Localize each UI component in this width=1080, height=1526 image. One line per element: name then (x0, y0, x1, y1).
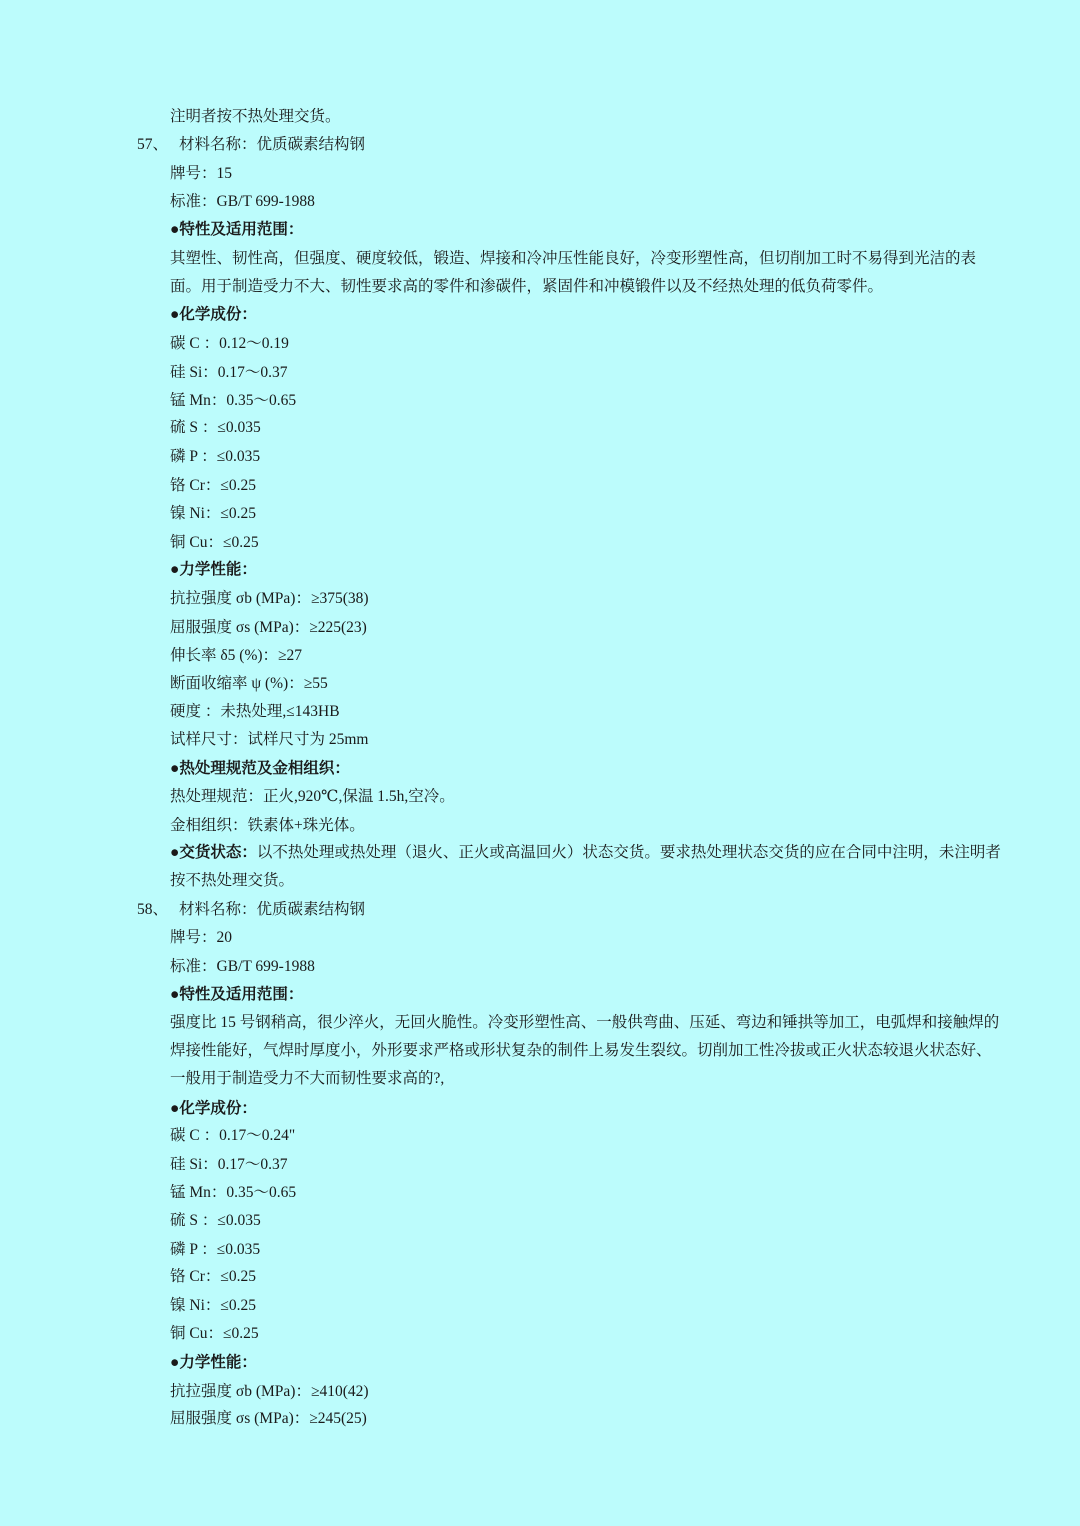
composition-line: 磷 P ：≤0.035 (170, 1241, 261, 1258)
section-title: 交货状态： (179, 844, 257, 861)
section-heading (170, 1349, 1006, 1377)
composition-line: 镍 Ni：≤0.25 (170, 505, 257, 522)
text-line: 注明者按不热处理交货。 (170, 108, 341, 125)
bullet-icon: ● (170, 221, 180, 238)
paragraph: 其塑性、韧性高，但强度、硬度较低，锻造、焊接和冷冲压性能良好，冷变形塑性高，但切削加工时不易得到光洁的表面。用于制造受力不大、韧性要求高的零件和渗碳件，紧固件和冲模锻件以及不经热处理的低负荷零件。 (170, 250, 977, 295)
composition-line: 铬 Cr：≤0.25 (170, 1268, 257, 1285)
bullet-icon: ● (170, 1354, 180, 1371)
section-title: 特性及适用范围： (179, 221, 304, 238)
section-heading (170, 755, 1006, 783)
material-name: 材料名称：优质碳素结构钢 (179, 901, 366, 918)
grade-line: 牌号：15 (170, 165, 233, 182)
composition-line: 铜 Cu：≤0.25 (170, 1325, 259, 1342)
composition-line: 碳 C ：0.17～0.24" (170, 1127, 296, 1144)
text-line: 热处理规范：正火,920℃,保温 1.5h,空冷。 (170, 788, 455, 805)
item-number: 58、 (137, 901, 169, 918)
property-line: 抗拉强度 σb (MPa)：≥410(42) (170, 1383, 369, 1400)
property-line: 硬度 ：未热处理,≤143HB (170, 703, 340, 720)
bullet-icon: ● (170, 306, 180, 323)
bullet-icon: ● (170, 760, 180, 777)
delivery-paragraph (170, 839, 1006, 895)
section-heading (170, 1095, 1006, 1123)
property-line: 断面收缩率 ψ (%)：≥55 (170, 675, 328, 692)
bullet-icon: ● (170, 986, 180, 1003)
composition-line: 铬 Cr：≤0.25 (170, 477, 257, 494)
composition-line: 锰 Mn：0.35～0.65 (170, 1184, 297, 1201)
property-line: 试样尺寸：试样尺寸为 25mm (170, 731, 369, 748)
property-line: 抗拉强度 σb (MPa)：≥375(38) (170, 590, 369, 607)
composition-line: 磷 P ：≤0.035 (170, 448, 261, 465)
property-line: 屈服强度 σs (MPa)：≥245(25) (170, 1410, 367, 1427)
text-line: 金相组织：铁素体+珠光体。 (170, 817, 365, 834)
bullet-icon: ● (170, 561, 180, 578)
composition-line: 硅 Si：0.17～0.37 (170, 1156, 288, 1173)
standard-line: 标准：GB/T 699-1988 (170, 958, 315, 975)
section-title: 力学性能： (179, 561, 257, 578)
property-line: 屈服强度 σs (MPa)：≥225(23) (170, 619, 367, 636)
grade-line: 牌号：20 (170, 929, 233, 946)
section-heading (170, 301, 1006, 329)
property-line: 伸长率 δ5 (%)：≥27 (170, 647, 303, 664)
composition-line: 硫 S ：≤0.035 (170, 1212, 261, 1229)
section-heading (170, 556, 1006, 584)
composition-line: 碳 C ：0.12～0.19 (170, 335, 289, 352)
section-title: 力学性能： (179, 1354, 257, 1371)
section-title: 特性及适用范围： (179, 986, 304, 1003)
composition-line: 镍 Ni：≤0.25 (170, 1297, 257, 1314)
composition-line: 硅 Si：0.17～0.37 (170, 364, 288, 381)
standard-line: 标准：GB/T 699-1988 (170, 193, 315, 210)
item-heading (137, 896, 1006, 924)
item-heading (137, 131, 1006, 159)
section-heading (170, 216, 1006, 244)
section-title: 热处理规范及金相组织： (179, 760, 350, 777)
section-heading (170, 981, 1006, 1009)
composition-line: 锰 Mn：0.35～0.65 (170, 392, 297, 409)
material-name: 材料名称：优质碳素结构钢 (179, 136, 366, 153)
paragraph: 强度比 15 号钢稍高，很少淬火，无回火脆性。冷变形塑性高、一般供弯曲、压延、弯边和锤拱等加工，电弧焊和接触焊的焊接性能好，气焊时厚度小，外形要求严格或形状复杂的制件上易发生裂纹。切削加工性冷拔或正火状态较退火状态好、一般用于制造受力不大而韧性要求高的?, (170, 1014, 1000, 1087)
composition-line: 铜 Cu：≤0.25 (170, 534, 259, 551)
bullet-icon: ● (170, 844, 180, 861)
delivery-text: 以不热处理或热处理（退火、正火或高温回火）状态交货。要求热处理状态交货的应在合同中注明，未注明者按不热处理交货。 (170, 844, 1001, 889)
bullet-icon: ● (170, 1100, 180, 1117)
composition-line: 硫 S ：≤0.035 (170, 419, 261, 436)
section-title: 化学成份： (179, 306, 257, 323)
section-title: 化学成份： (179, 1100, 257, 1117)
item-number: 57、 (137, 136, 169, 153)
